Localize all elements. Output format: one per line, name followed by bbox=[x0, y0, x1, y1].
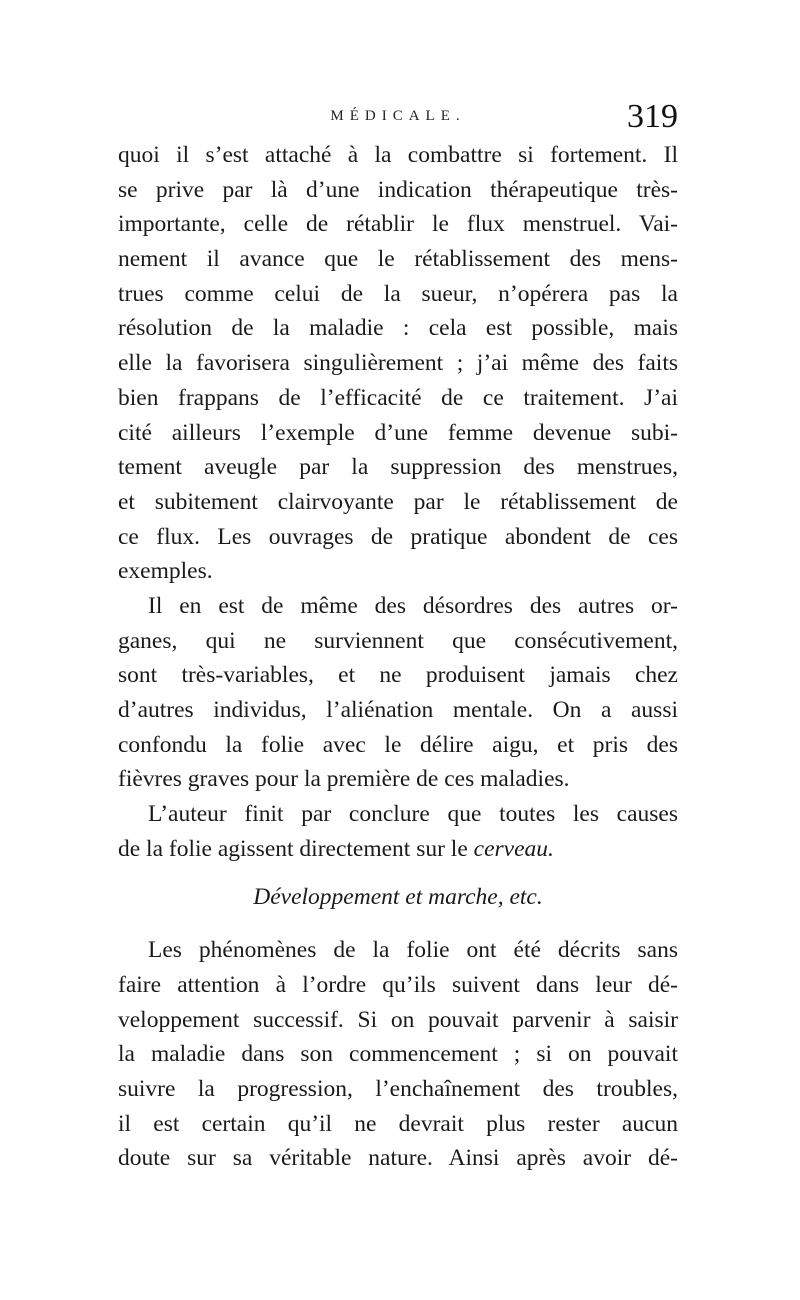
text-line: la maladie dans son commencement ; si on pouvait bbox=[118, 1041, 678, 1068]
text-span: de la folie agissent directement sur le bbox=[118, 835, 474, 862]
paragraph-1 bbox=[118, 138, 678, 589]
text-line: nement il avance que le rétablissement des mens- bbox=[118, 246, 678, 273]
text-line: tement aveugle par la suppression des menstrues, bbox=[118, 454, 678, 481]
paragraph-3 bbox=[118, 797, 678, 866]
text-line: cité ailleurs l’exemple d’une femme devenue subi- bbox=[118, 419, 678, 446]
running-head: MÉDICALE. bbox=[330, 108, 466, 124]
text-line: Les phénomènes de la folie ont été décrits sans bbox=[148, 937, 678, 964]
spacer bbox=[118, 915, 678, 933]
text-line: importante, celle de rétablir le flux menstruel. Vai- bbox=[118, 211, 678, 238]
text-line: bien frappans de l’efficacité de ce traitement. J’ai bbox=[118, 384, 678, 411]
page-header bbox=[118, 98, 678, 142]
paragraph-4 bbox=[118, 933, 678, 1176]
text-line: Il en est de même des désordres des autres or- bbox=[148, 592, 678, 619]
text-line: suivre la progression, l’enchaînement des troubles, bbox=[118, 1075, 678, 1102]
text-line: il est certain qu’il ne devrait plus rester aucun bbox=[118, 1110, 678, 1137]
text-line: veloppement successif. Si on pouvait parvenir à saisir bbox=[118, 1006, 678, 1033]
page-number: 319 bbox=[627, 98, 678, 135]
section-heading: Développement et marche, etc. bbox=[253, 884, 543, 911]
text-line: ganes, qui ne surviennent que consécutivement, bbox=[118, 627, 678, 654]
text-line: quoi il s’est attaché à la combattre si fortement. Il bbox=[118, 142, 678, 168]
italic-word: cerveau. bbox=[473, 835, 554, 862]
spacer bbox=[118, 866, 678, 880]
text-line: faire attention à l’ordre qu’ils suivent dans leur dé- bbox=[118, 971, 678, 998]
text-line: exemples. bbox=[118, 558, 213, 585]
text-line: elle la favorisera singulièrement ; j’ai même des faits bbox=[118, 350, 678, 377]
text-line: résolution de la maladie : cela est possible, mais bbox=[118, 315, 678, 342]
text-line: se prive par là d’une indication thérapeutique très- bbox=[118, 176, 678, 203]
text-line: d’autres individus, l’aliénation mentale. On a aussi bbox=[118, 697, 678, 723]
paragraph-2 bbox=[118, 589, 678, 797]
text-line: et subitement clairvoyante par le rétablissement de bbox=[118, 488, 678, 515]
text-line: confondu la folie avec le délire aigu, et pris des bbox=[118, 731, 678, 758]
text-line: fièvres graves pour la première de ces maladies. bbox=[118, 766, 570, 793]
text-line: trues comme celui de la sueur, n’opérera pas la bbox=[118, 280, 678, 307]
text-line: ce flux. Les ouvrages de pratique abondent de ces bbox=[118, 523, 678, 550]
text-line: L’auteur finit par conclure que toutes les causes bbox=[148, 801, 678, 828]
text-line: doute sur sa véritable nature. Ainsi après avoir dé- bbox=[118, 1145, 678, 1172]
text-line: sont très-variables, et ne produisent jamais chez bbox=[118, 662, 678, 689]
text-line bbox=[118, 832, 678, 867]
page-body bbox=[118, 138, 678, 1176]
